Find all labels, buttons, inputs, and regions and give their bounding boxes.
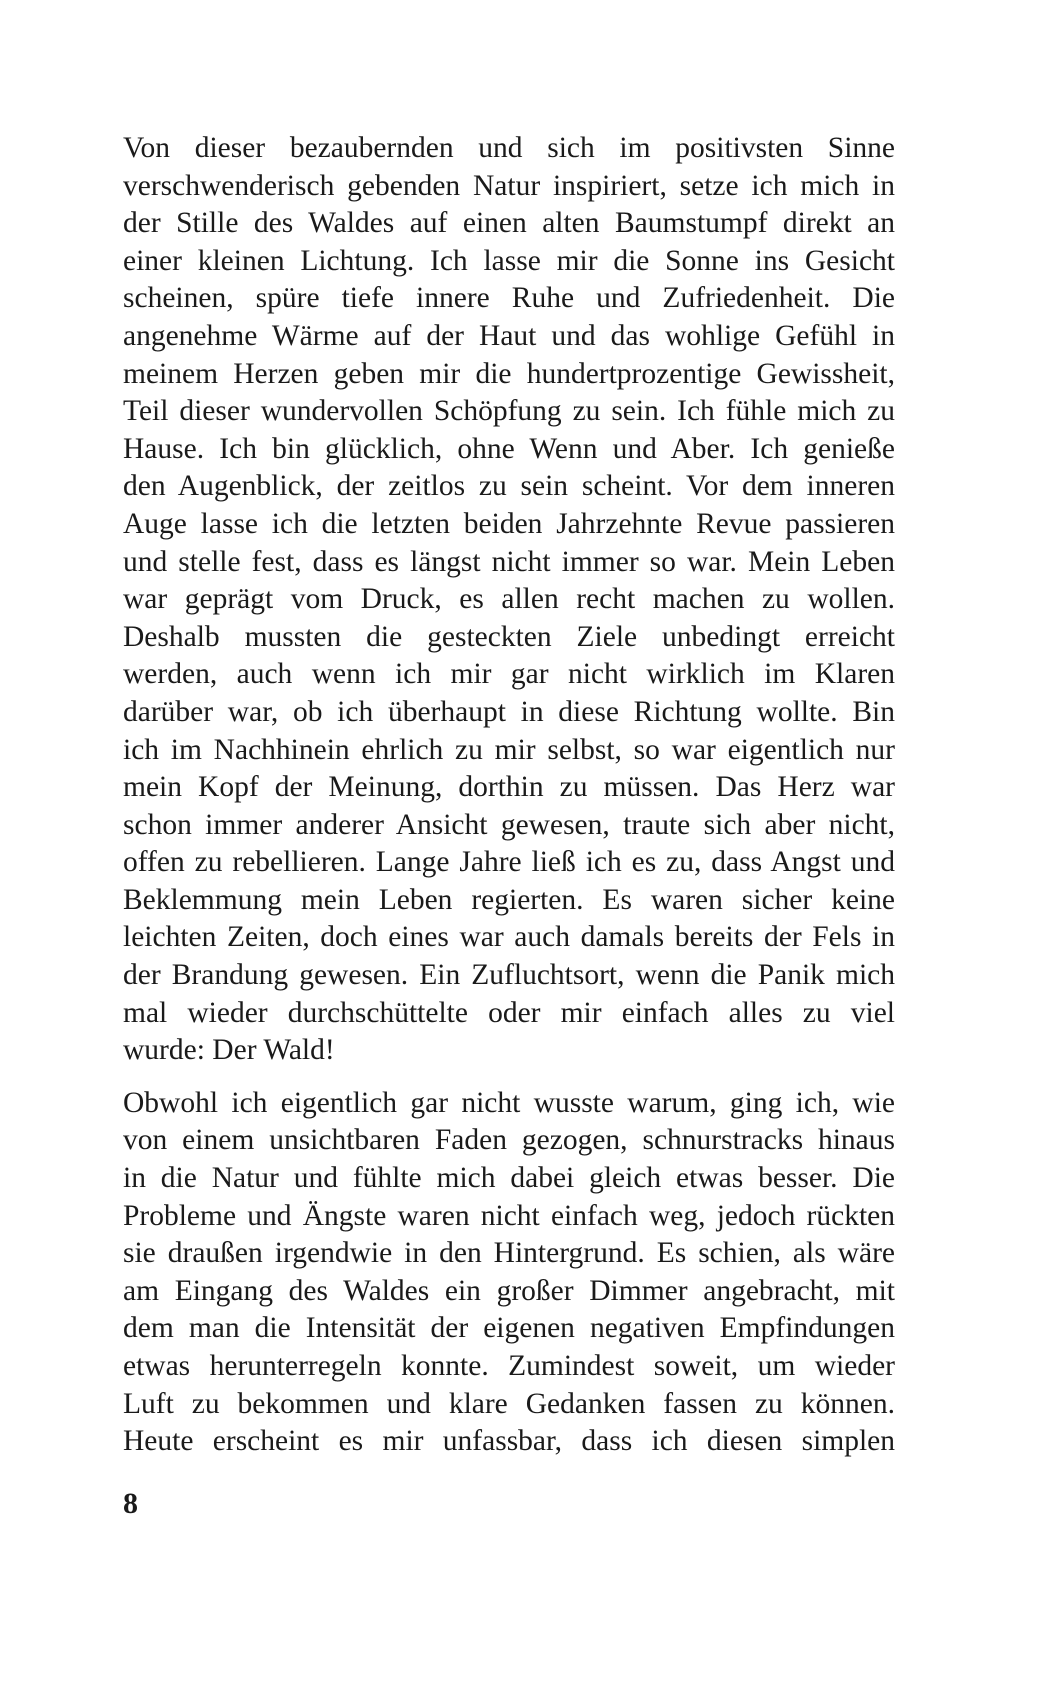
text-line: einer kleinen Lichtung. Ich lasse mir die Sonne ins Gesicht: [123, 244, 895, 277]
text-line: ich im Nachhinein ehrlich zu mir selbst, so war eigentlich nur: [123, 733, 895, 766]
text-line: Deshalb mussten die gesteckten Ziele unbedingt erreicht: [123, 620, 895, 653]
text-line: Obwohl ich eigentlich gar nicht wusste warum, ging ich, wie: [123, 1086, 895, 1119]
text-line: schon immer anderer Ansicht gewesen, traute sich aber nicht,: [123, 808, 895, 841]
paragraph-2: [123, 1085, 895, 1461]
text-line: Probleme und Ängste waren nicht einfach weg, jedoch rückten: [123, 1199, 895, 1232]
text-line: meinem Herzen geben mir die hundertprozentige Gewissheit,: [123, 357, 895, 390]
text-line: leichten Zeiten, doch eines war auch damals bereits der Fels in: [123, 921, 895, 954]
text-line: verschwenderisch gebenden Natur inspiriert, setze ich mich in: [123, 169, 895, 202]
text-line: mein Kopf der Meinung, dorthin zu müssen. Das Herz war: [123, 771, 895, 804]
text-line: darüber war, ob ich überhaupt in diese Richtung wollte. Bin: [123, 695, 895, 728]
body-text: [123, 130, 895, 1461]
text-line: Von dieser bezaubernden und sich im positivsten Sinne: [123, 132, 895, 164]
text-line: dem man die Intensität der eigenen negativen Empfindungen: [123, 1312, 895, 1345]
text-line: war geprägt vom Druck, es allen recht machen zu wollen.: [123, 583, 895, 616]
text-line: und stelle fest, dass es längst nicht immer so war. Mein Leben: [123, 545, 895, 578]
text-line: scheinen, spüre tiefe innere Ruhe und Zufriedenheit. Die: [123, 282, 895, 315]
text-line: Heute erscheint es mir unfassbar, dass ich diesen simplen: [123, 1425, 895, 1458]
text-line: am Eingang des Waldes ein großer Dimmer angebracht, mit: [123, 1274, 895, 1307]
text-line: der Stille des Waldes auf einen alten Baumstumpf direkt an: [123, 207, 895, 240]
text-line: der Brandung gewesen. Ein Zufluchtsort, wenn die Panik mich: [123, 959, 895, 992]
text-line: angenehme Wärme auf der Haut und das wohlige Gefühl in: [123, 319, 895, 352]
text-line: von einem unsichtbaren Faden gezogen, schnurstracks hinaus: [123, 1124, 895, 1157]
text-line: Beklemmung mein Leben regierten. Es waren sicher keine: [123, 883, 895, 916]
text-line: etwas herunterregeln konnte. Zumindest soweit, um wieder: [123, 1350, 895, 1382]
page-number: 8: [123, 1487, 138, 1520]
text-line: werden, auch wenn ich mir gar nicht wirklich im Klaren: [123, 658, 895, 691]
text-line: Hause. Ich bin glücklich, ohne Wenn und Aber. Ich genieße: [123, 432, 895, 465]
paragraph-1: [123, 130, 895, 1070]
text-line: wurde: Der Wald!: [123, 1034, 335, 1067]
text-line: Auge lasse ich die letzten beiden Jahrzehnte Revue passieren: [123, 507, 895, 540]
text-line: offen zu rebellieren. Lange Jahre ließ ich es zu, dass Angst und: [123, 846, 895, 879]
text-line: den Augenblick, der zeitlos zu sein scheint. Vor dem inneren: [123, 470, 895, 503]
text-line: Luft zu bekommen und klare Gedanken fassen zu können.: [123, 1387, 895, 1420]
text-line: Teil dieser wundervollen Schöpfung zu sein. Ich fühle mich zu: [123, 395, 895, 428]
text-line: mal wieder durchschüttelte oder mir einfach alles zu viel: [123, 996, 895, 1029]
text-line: in die Natur und fühlte mich dabei gleich etwas besser. Die: [123, 1162, 895, 1195]
text-line: sie draußen irgendwie in den Hintergrund. Es schien, als wäre: [123, 1237, 895, 1270]
